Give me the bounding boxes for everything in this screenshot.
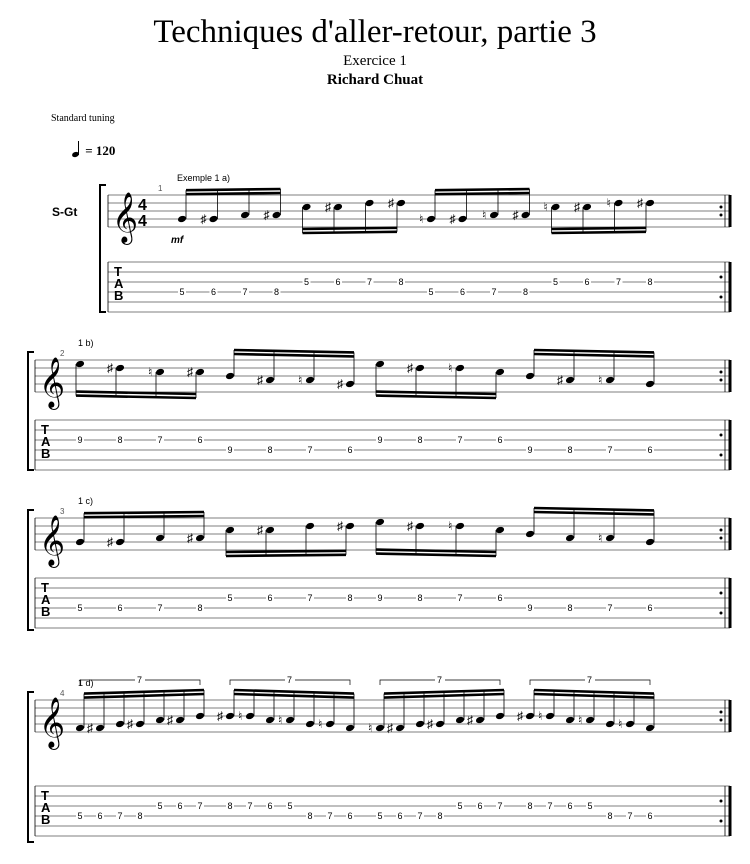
- note-head: [495, 526, 505, 535]
- beam: [376, 554, 496, 556]
- note-head: [272, 211, 282, 220]
- tab-letter: B: [41, 604, 51, 619]
- note-head: [582, 203, 592, 212]
- beam: [234, 690, 354, 694]
- repeat-dot: [720, 454, 723, 457]
- sharp-icon: ♯: [407, 519, 413, 533]
- fret-number: 7: [247, 801, 253, 811]
- natural-icon: ♮: [578, 713, 583, 727]
- fret-number: 7: [457, 435, 463, 445]
- beam: [552, 232, 647, 233]
- fret-number: 7: [197, 801, 203, 811]
- system-1: [100, 173, 730, 312]
- sharp-icon: ♯: [127, 717, 133, 731]
- beam: [435, 189, 530, 190]
- fret-number: 8: [274, 287, 280, 297]
- beam: [84, 694, 204, 698]
- fret-number: 7: [627, 811, 633, 821]
- fret-number: 6: [647, 811, 653, 821]
- beam: [226, 551, 346, 552]
- fret-number: 7: [457, 593, 463, 603]
- sharp-icon: ♯: [257, 373, 263, 387]
- fret-number: 7: [491, 287, 497, 297]
- section-label: 1 b): [78, 338, 94, 348]
- beam: [534, 694, 654, 698]
- treble-clef-icon: 𝄞: [39, 516, 66, 565]
- note-head: [305, 376, 315, 385]
- fret-number: 7: [497, 801, 503, 811]
- note-head: [365, 199, 375, 208]
- sharp-icon: ♯: [217, 709, 223, 723]
- note-head: [115, 720, 125, 729]
- fret-number: 6: [211, 287, 217, 297]
- natural-icon: ♮: [448, 361, 453, 375]
- fret-number: 8: [567, 603, 573, 613]
- natural-icon: ♮: [419, 212, 424, 226]
- fret-number: 6: [460, 287, 466, 297]
- sharp-icon: ♯: [407, 361, 413, 375]
- note-head: [455, 522, 465, 531]
- measure-number: 2: [60, 349, 65, 358]
- tuplet-label: 7: [587, 675, 593, 685]
- note-head: [135, 720, 145, 729]
- sharp-icon: ♯: [107, 361, 113, 375]
- fret-number: 7: [117, 811, 123, 821]
- fret-number: 9: [227, 445, 233, 455]
- repeat-dot: [720, 214, 723, 217]
- fret-number: 6: [267, 801, 273, 811]
- fret-number: 8: [197, 603, 203, 613]
- fret-number: 5: [77, 811, 83, 821]
- sharp-icon: ♯: [427, 717, 433, 731]
- beam: [534, 512, 654, 514]
- tab-letter: A: [41, 592, 51, 607]
- beam: [234, 350, 354, 352]
- time-signature-digit: 4: [138, 213, 147, 230]
- fret-number: 5: [179, 287, 185, 297]
- note-head: [645, 538, 655, 547]
- natural-icon: ♮: [448, 519, 453, 533]
- note-head: [225, 372, 235, 381]
- note-head: [435, 720, 445, 729]
- section-label: 1 d): [78, 678, 94, 688]
- tab-letter: T: [41, 788, 49, 803]
- tab-letter: A: [114, 276, 124, 291]
- fret-number: 9: [377, 593, 383, 603]
- fret-number: 6: [397, 811, 403, 821]
- sharp-icon: ♯: [337, 377, 343, 391]
- sharp-icon: ♯: [387, 721, 393, 735]
- note-head: [525, 530, 535, 539]
- note-head: [285, 716, 295, 725]
- fret-number: 5: [428, 287, 434, 297]
- beam: [534, 354, 654, 356]
- note-head: [565, 534, 575, 543]
- fret-number: 7: [307, 445, 313, 455]
- sharp-icon: ♯: [337, 519, 343, 533]
- measure-number: 1: [158, 184, 163, 193]
- note-head: [265, 376, 275, 385]
- fret-number: 8: [523, 287, 529, 297]
- note-head: [415, 720, 425, 729]
- natural-icon: ♮: [543, 200, 548, 214]
- repeat-dot: [720, 379, 723, 382]
- system-bracket: [28, 692, 34, 842]
- fret-number: 5: [287, 801, 293, 811]
- beam: [534, 508, 654, 510]
- repeat-dot: [720, 612, 723, 615]
- beam: [226, 555, 346, 556]
- note-head: [375, 360, 385, 369]
- tuplet-label: 7: [437, 675, 443, 685]
- note-head: [75, 538, 85, 547]
- note-head: [525, 712, 535, 721]
- fret-number: 6: [567, 801, 573, 811]
- fret-number: 7: [607, 603, 613, 613]
- note-head: [545, 712, 555, 721]
- beam: [186, 193, 281, 194]
- fret-number: 8: [417, 593, 423, 603]
- system-4: [28, 674, 730, 842]
- natural-icon: ♮: [598, 531, 603, 545]
- fret-number: 6: [347, 445, 353, 455]
- beam: [303, 232, 398, 233]
- note-head: [245, 712, 255, 721]
- dynamic-marking: mf: [171, 235, 184, 246]
- note-head: [415, 364, 425, 373]
- note-head: [155, 716, 165, 725]
- fret-number: 8: [607, 811, 613, 821]
- note-head: [458, 215, 468, 224]
- note-head: [396, 199, 406, 208]
- fret-number: 8: [567, 445, 573, 455]
- note-head: [645, 199, 655, 208]
- tempo-value: = 120: [85, 143, 116, 158]
- fret-number: 5: [553, 277, 559, 287]
- note-head: [605, 376, 615, 385]
- beam: [384, 690, 504, 694]
- repeat-dot: [720, 371, 723, 374]
- note-head: [585, 716, 595, 725]
- note-head: [521, 211, 531, 220]
- note-head: [75, 360, 85, 369]
- sharp-icon: ♯: [574, 200, 580, 214]
- note-head: [265, 526, 275, 535]
- sharp-icon: ♯: [517, 709, 523, 723]
- note-head: [155, 368, 165, 377]
- repeat-dot: [720, 296, 723, 299]
- fret-number: 5: [304, 277, 310, 287]
- note-head: [195, 368, 205, 377]
- note-head: [495, 712, 505, 721]
- note-head: [345, 522, 355, 531]
- note-head: [375, 518, 385, 527]
- fret-number: 6: [497, 593, 503, 603]
- fret-number: 9: [377, 435, 383, 445]
- note-head: [565, 376, 575, 385]
- sharp-icon: ♯: [263, 208, 270, 222]
- note-head: [605, 534, 615, 543]
- beam: [84, 516, 204, 517]
- note-head: [426, 215, 436, 224]
- tab-letter: T: [114, 264, 122, 279]
- note-head: [345, 724, 355, 733]
- fret-number: 6: [177, 801, 183, 811]
- natural-icon: ♮: [538, 709, 543, 723]
- fret-number: 7: [242, 287, 248, 297]
- note-head: [415, 522, 425, 531]
- fret-number: 6: [347, 811, 353, 821]
- system-bracket: [28, 352, 34, 470]
- natural-icon: ♮: [148, 365, 153, 379]
- note-head: [325, 720, 335, 729]
- fret-number: 5: [77, 603, 83, 613]
- tab-letter: B: [114, 288, 124, 303]
- note-head: [195, 712, 205, 721]
- page-title: Techniques d'aller-retour, partie 3: [153, 14, 597, 50]
- fret-number: 8: [417, 435, 423, 445]
- fret-number: 9: [527, 445, 533, 455]
- note-head: [345, 380, 355, 389]
- note-head: [225, 526, 235, 535]
- measure-number: 4: [60, 689, 65, 698]
- sharp-icon: ♯: [388, 196, 394, 210]
- treble-clef-icon: 𝄞: [39, 358, 66, 407]
- note-head: [265, 716, 275, 725]
- fret-number: 6: [477, 801, 483, 811]
- note-head: [614, 199, 624, 208]
- fret-number: 9: [77, 435, 83, 445]
- instrument-label: S-Gt: [52, 205, 78, 219]
- sharp-icon: ♯: [512, 208, 519, 222]
- note-head: [225, 712, 235, 721]
- natural-icon: ♮: [298, 373, 303, 387]
- fret-number: 8: [398, 277, 404, 287]
- note-head: [195, 534, 205, 543]
- fret-number: 6: [584, 277, 590, 287]
- note-head: [525, 372, 535, 381]
- fret-number: 6: [647, 445, 653, 455]
- fret-number: 8: [267, 445, 273, 455]
- note-head: [240, 211, 250, 220]
- beam: [376, 396, 496, 398]
- fret-number: 7: [157, 603, 163, 613]
- note-head: [75, 724, 85, 733]
- system-3: [28, 496, 730, 630]
- repeat-dot: [720, 800, 723, 803]
- beam: [303, 228, 398, 229]
- sharp-icon: ♯: [200, 212, 207, 226]
- note-head: [645, 380, 655, 389]
- beam: [552, 228, 647, 229]
- fret-number: 8: [137, 811, 143, 821]
- fret-number: 5: [587, 801, 593, 811]
- tab-letter: T: [41, 580, 49, 595]
- section-label: 1 c): [78, 496, 94, 506]
- system-bracket: [28, 510, 34, 630]
- sharp-icon: ♯: [257, 523, 263, 537]
- note-head: [395, 724, 405, 733]
- fret-number: 8: [347, 593, 353, 603]
- tab-letter: T: [41, 422, 49, 437]
- fret-number: 8: [307, 811, 313, 821]
- natural-icon: ♮: [482, 208, 487, 222]
- note-head: [551, 203, 561, 212]
- beam: [435, 193, 530, 194]
- beam: [84, 690, 204, 694]
- composer-name: Richard Chuat: [326, 72, 424, 88]
- repeat-dot: [720, 529, 723, 532]
- repeat-dot: [720, 434, 723, 437]
- fret-number: 8: [227, 801, 233, 811]
- beam: [534, 350, 654, 352]
- note-head: [305, 720, 315, 729]
- fret-number: 6: [267, 593, 273, 603]
- fret-number: 6: [97, 811, 103, 821]
- beam: [384, 694, 504, 698]
- sharp-icon: ♯: [187, 365, 193, 379]
- treble-clef-icon: 𝄞: [39, 698, 66, 747]
- tab-letter: A: [41, 434, 51, 449]
- natural-icon: ♮: [368, 721, 373, 735]
- tuning-label: Standard tuning: [51, 113, 115, 124]
- beam: [84, 512, 204, 513]
- tab-letter: A: [41, 800, 51, 815]
- note-head: [455, 364, 465, 373]
- tuplet-label: 7: [137, 675, 143, 685]
- note-head: [375, 724, 385, 733]
- repeat-dot: [720, 206, 723, 209]
- fret-number: 7: [327, 811, 333, 821]
- note-head: [565, 716, 575, 725]
- sharp-icon: ♯: [187, 531, 193, 545]
- fret-number: 5: [377, 811, 383, 821]
- natural-icon: ♮: [618, 717, 623, 731]
- beam: [234, 694, 354, 698]
- natural-icon: ♮: [318, 717, 323, 731]
- sharp-icon: ♯: [557, 373, 563, 387]
- fret-number: 6: [117, 603, 123, 613]
- note-head: [605, 720, 615, 729]
- repeat-dot: [720, 592, 723, 595]
- note-head: [625, 720, 635, 729]
- repeat-dot: [720, 711, 723, 714]
- beam: [234, 354, 354, 356]
- fret-number: 7: [607, 445, 613, 455]
- sharp-icon: ♯: [325, 200, 331, 214]
- system-2: [28, 338, 730, 470]
- repeat-dot: [720, 719, 723, 722]
- fret-number: 5: [457, 801, 463, 811]
- note-head: [115, 538, 125, 547]
- fret-number: 9: [527, 603, 533, 613]
- beam: [76, 396, 196, 398]
- fret-number: 6: [197, 435, 203, 445]
- fret-number: 7: [367, 277, 373, 287]
- natural-icon: ♮: [606, 196, 611, 210]
- note-head: [495, 368, 505, 377]
- sharp-icon: ♯: [467, 713, 473, 727]
- beam: [186, 189, 281, 190]
- treble-clef-icon: 𝄞: [112, 193, 139, 242]
- fret-number: 8: [117, 435, 123, 445]
- note-head: [455, 716, 465, 725]
- note-head: [209, 215, 219, 224]
- note-head: [475, 716, 485, 725]
- fret-number: 8: [647, 277, 653, 287]
- sharp-icon: ♯: [87, 721, 93, 735]
- natural-icon: ♮: [238, 709, 243, 723]
- note-head: [645, 724, 655, 733]
- repeat-dot: [720, 276, 723, 279]
- fret-number: 7: [307, 593, 313, 603]
- note-head: [489, 211, 499, 220]
- system-bracket: [100, 185, 106, 312]
- tuplet-label: 7: [287, 675, 293, 685]
- fret-number: 8: [527, 801, 533, 811]
- note-head: [302, 203, 312, 212]
- note-head: [155, 534, 165, 543]
- note-head: [177, 215, 187, 224]
- sharp-icon: ♯: [449, 212, 456, 226]
- fret-number: 6: [497, 435, 503, 445]
- sharp-icon: ♯: [167, 713, 173, 727]
- time-signature-digit: 4: [138, 197, 147, 214]
- section-label: Exemple 1 a): [177, 173, 231, 183]
- fret-number: 7: [616, 277, 622, 287]
- natural-icon: ♮: [278, 713, 283, 727]
- page-subtitle: Exercice 1: [343, 53, 407, 69]
- fret-number: 6: [647, 603, 653, 613]
- note-head: [115, 364, 125, 373]
- note-head: [175, 716, 185, 725]
- sharp-icon: ♯: [107, 535, 113, 549]
- note-head: [333, 203, 343, 212]
- fret-number: 8: [437, 811, 443, 821]
- note-head: [305, 522, 315, 531]
- fret-number: 5: [157, 801, 163, 811]
- sharp-icon: ♯: [637, 196, 643, 210]
- note-head: [95, 724, 105, 733]
- fret-number: 7: [417, 811, 423, 821]
- repeat-dot: [720, 820, 723, 823]
- beam: [534, 690, 654, 694]
- natural-icon: ♮: [598, 373, 603, 387]
- tab-letter: B: [41, 812, 51, 827]
- fret-number: 6: [335, 277, 341, 287]
- measure-number: 3: [60, 507, 65, 516]
- tab-letter: B: [41, 446, 51, 461]
- fret-number: 5: [227, 593, 233, 603]
- fret-number: 7: [547, 801, 553, 811]
- fret-number: 7: [157, 435, 163, 445]
- repeat-dot: [720, 537, 723, 540]
